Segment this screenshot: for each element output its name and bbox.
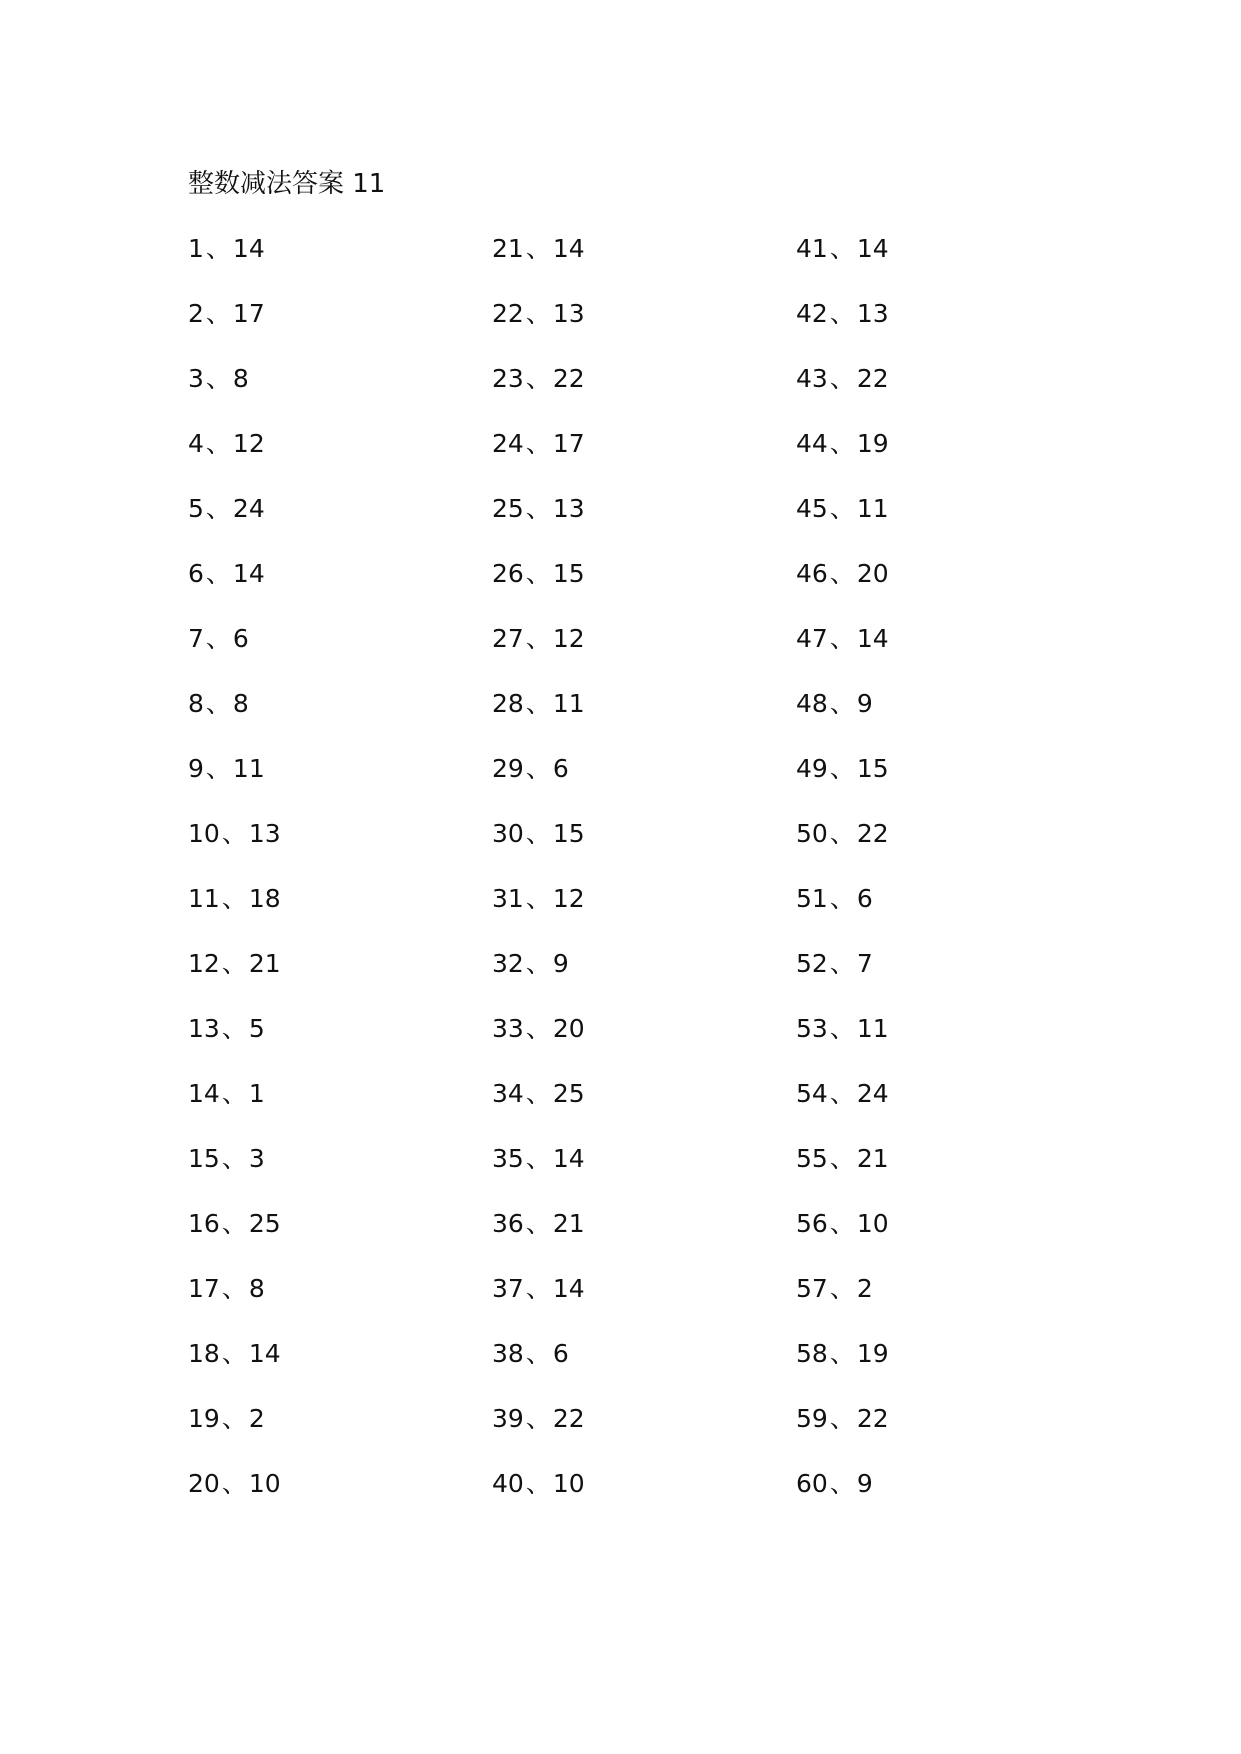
answer-value: 13 <box>856 299 889 328</box>
item-separator: 、 <box>525 949 551 978</box>
answer-item <box>796 1467 1076 1532</box>
answer-item <box>796 1207 1076 1272</box>
answer-item <box>492 622 772 687</box>
answer-item <box>492 1012 772 1077</box>
answer-value: 11 <box>552 689 585 718</box>
question-number: 14 <box>188 1079 220 1108</box>
answer-item <box>188 232 468 297</box>
answer-item <box>796 362 1076 427</box>
item-separator: 、 <box>221 1079 247 1108</box>
item-separator: 、 <box>525 1144 551 1173</box>
answer-value: 21 <box>248 949 281 978</box>
question-number: 53 <box>796 1014 828 1043</box>
answer-value: 13 <box>552 299 585 328</box>
question-number: 10 <box>188 819 220 848</box>
question-number: 4 <box>188 429 204 458</box>
item-separator: 、 <box>829 1274 855 1303</box>
question-number: 59 <box>796 1404 828 1433</box>
item-separator: 、 <box>221 1209 247 1238</box>
item-separator: 、 <box>829 884 855 913</box>
question-number: 15 <box>188 1144 220 1173</box>
answer-item <box>796 232 1076 297</box>
question-number: 49 <box>796 754 828 783</box>
question-number: 17 <box>188 1274 220 1303</box>
answer-item <box>492 1402 772 1467</box>
question-number: 42 <box>796 299 828 328</box>
item-separator: 、 <box>205 754 231 783</box>
item-separator: 、 <box>829 364 855 393</box>
item-separator: 、 <box>525 819 551 848</box>
item-separator: 、 <box>525 1339 551 1368</box>
answer-value: 9 <box>552 949 569 978</box>
item-separator: 、 <box>525 1469 551 1498</box>
question-number: 40 <box>492 1469 524 1498</box>
answer-value: 12 <box>552 624 585 653</box>
item-separator: 、 <box>525 754 551 783</box>
answer-value: 13 <box>248 819 281 848</box>
answer-value: 25 <box>248 1209 281 1238</box>
answer-item <box>492 947 772 1012</box>
item-separator: 、 <box>829 299 855 328</box>
answer-value: 19 <box>856 429 889 458</box>
question-number: 45 <box>796 494 828 523</box>
answer-item <box>188 1207 468 1272</box>
answer-item <box>796 882 1076 947</box>
item-separator: 、 <box>205 234 231 263</box>
answer-item <box>188 1467 468 1532</box>
question-number: 7 <box>188 624 204 653</box>
answer-column-1 <box>188 232 468 1532</box>
answer-item <box>492 1337 772 1402</box>
question-number: 18 <box>188 1339 220 1368</box>
answer-column-2 <box>492 232 772 1532</box>
question-number: 52 <box>796 949 828 978</box>
question-number: 23 <box>492 364 524 393</box>
answer-value: 22 <box>552 1404 585 1433</box>
question-number: 12 <box>188 949 220 978</box>
item-separator: 、 <box>525 429 551 458</box>
answer-value: 10 <box>248 1469 281 1498</box>
item-separator: 、 <box>829 234 855 263</box>
question-number: 19 <box>188 1404 220 1433</box>
question-number: 11 <box>188 884 220 913</box>
question-number: 38 <box>492 1339 524 1368</box>
question-number: 13 <box>188 1014 220 1043</box>
item-separator: 、 <box>829 1209 855 1238</box>
item-separator: 、 <box>205 624 231 653</box>
question-number: 41 <box>796 234 828 263</box>
item-separator: 、 <box>525 559 551 588</box>
answer-grid <box>188 232 1088 1532</box>
answer-value: 15 <box>552 559 585 588</box>
answer-value: 2 <box>856 1274 873 1303</box>
item-separator: 、 <box>525 1079 551 1108</box>
question-number: 26 <box>492 559 524 588</box>
answer-item <box>188 752 468 817</box>
answer-value: 12 <box>232 429 265 458</box>
answer-item <box>492 232 772 297</box>
answer-item <box>492 427 772 492</box>
question-number: 31 <box>492 884 524 913</box>
answer-item <box>188 492 468 557</box>
answer-value: 14 <box>232 234 265 263</box>
question-number: 30 <box>492 819 524 848</box>
answer-value: 17 <box>552 429 585 458</box>
question-number: 47 <box>796 624 828 653</box>
question-number: 29 <box>492 754 524 783</box>
item-separator: 、 <box>829 1079 855 1108</box>
question-number: 9 <box>188 754 204 783</box>
answer-value: 8 <box>248 1274 265 1303</box>
answer-value: 22 <box>856 1404 889 1433</box>
question-number: 32 <box>492 949 524 978</box>
answer-item <box>492 1142 772 1207</box>
answer-value: 14 <box>232 559 265 588</box>
answer-item <box>796 1337 1076 1402</box>
item-separator: 、 <box>829 1404 855 1433</box>
answer-value: 5 <box>248 1014 265 1043</box>
item-separator: 、 <box>221 1339 247 1368</box>
item-separator: 、 <box>221 1404 247 1433</box>
answer-value: 6 <box>232 624 249 653</box>
item-separator: 、 <box>525 299 551 328</box>
answer-value: 6 <box>552 1339 569 1368</box>
answer-value: 9 <box>856 1469 873 1498</box>
answer-value: 20 <box>552 1014 585 1043</box>
answer-value: 1 <box>248 1079 265 1108</box>
question-number: 48 <box>796 689 828 718</box>
answer-item <box>492 752 772 817</box>
question-number: 8 <box>188 689 204 718</box>
question-number: 16 <box>188 1209 220 1238</box>
item-separator: 、 <box>205 299 231 328</box>
item-separator: 、 <box>205 429 231 458</box>
item-separator: 、 <box>829 429 855 458</box>
question-number: 5 <box>188 494 204 523</box>
answer-value: 22 <box>552 364 585 393</box>
answer-item <box>492 492 772 557</box>
answer-item <box>188 427 468 492</box>
answer-value: 11 <box>856 494 889 523</box>
answer-value: 11 <box>856 1014 889 1043</box>
answer-item <box>188 1142 468 1207</box>
answer-item <box>796 1272 1076 1337</box>
answer-item <box>796 752 1076 817</box>
answer-item <box>796 817 1076 882</box>
question-number: 55 <box>796 1144 828 1173</box>
answer-item <box>188 687 468 752</box>
item-separator: 、 <box>829 1339 855 1368</box>
item-separator: 、 <box>525 689 551 718</box>
answer-item <box>188 1337 468 1402</box>
answer-value: 12 <box>552 884 585 913</box>
question-number: 57 <box>796 1274 828 1303</box>
item-separator: 、 <box>221 1274 247 1303</box>
question-number: 34 <box>492 1079 524 1108</box>
answer-item <box>188 557 468 622</box>
item-separator: 、 <box>829 1144 855 1173</box>
answer-item <box>492 362 772 427</box>
answer-value: 13 <box>552 494 585 523</box>
answer-item <box>796 947 1076 1012</box>
question-number: 54 <box>796 1079 828 1108</box>
item-separator: 、 <box>829 559 855 588</box>
item-separator: 、 <box>221 1014 247 1043</box>
page-title: 整数减法答案 11 <box>188 169 386 199</box>
answer-item <box>188 297 468 362</box>
answer-item <box>492 817 772 882</box>
question-number: 24 <box>492 429 524 458</box>
answer-item <box>796 622 1076 687</box>
answer-value: 8 <box>232 364 249 393</box>
item-separator: 、 <box>205 494 231 523</box>
answer-value: 6 <box>552 754 569 783</box>
item-separator: 、 <box>525 624 551 653</box>
item-separator: 、 <box>829 1014 855 1043</box>
answer-value: 9 <box>856 689 873 718</box>
answer-value: 14 <box>856 234 889 263</box>
answer-value: 10 <box>856 1209 889 1238</box>
question-number: 22 <box>492 299 524 328</box>
answer-item <box>188 1402 468 1467</box>
answer-value: 18 <box>248 884 281 913</box>
question-number: 3 <box>188 364 204 393</box>
question-number: 43 <box>796 364 828 393</box>
answer-value: 15 <box>552 819 585 848</box>
question-number: 28 <box>492 689 524 718</box>
answer-item <box>796 557 1076 622</box>
answer-value: 2 <box>248 1404 265 1433</box>
answer-value: 7 <box>856 949 873 978</box>
answer-item <box>492 1272 772 1337</box>
answer-value: 19 <box>856 1339 889 1368</box>
answer-item <box>796 1077 1076 1142</box>
question-number: 56 <box>796 1209 828 1238</box>
item-separator: 、 <box>221 1469 247 1498</box>
answer-column-3 <box>796 232 1076 1532</box>
item-separator: 、 <box>829 689 855 718</box>
answer-value: 14 <box>856 624 889 653</box>
answer-value: 14 <box>248 1339 281 1368</box>
question-number: 44 <box>796 429 828 458</box>
item-separator: 、 <box>525 494 551 523</box>
question-number: 37 <box>492 1274 524 1303</box>
item-separator: 、 <box>525 1274 551 1303</box>
answer-item <box>188 1272 468 1337</box>
answer-value: 24 <box>856 1079 889 1108</box>
answer-item <box>796 1012 1076 1077</box>
answer-value: 14 <box>552 1144 585 1173</box>
item-separator: 、 <box>205 689 231 718</box>
item-separator: 、 <box>525 1209 551 1238</box>
answer-item <box>188 947 468 1012</box>
answer-value: 22 <box>856 819 889 848</box>
question-number: 6 <box>188 559 204 588</box>
question-number: 35 <box>492 1144 524 1173</box>
answer-item <box>188 622 468 687</box>
question-number: 46 <box>796 559 828 588</box>
item-separator: 、 <box>829 819 855 848</box>
question-number: 27 <box>492 624 524 653</box>
answer-value: 20 <box>856 559 889 588</box>
answer-value: 10 <box>552 1469 585 1498</box>
item-separator: 、 <box>829 949 855 978</box>
item-separator: 、 <box>525 884 551 913</box>
question-number: 51 <box>796 884 828 913</box>
question-number: 20 <box>188 1469 220 1498</box>
item-separator: 、 <box>205 559 231 588</box>
item-separator: 、 <box>205 364 231 393</box>
answer-value: 6 <box>856 884 873 913</box>
answer-item <box>188 1077 468 1142</box>
answer-value: 14 <box>552 234 585 263</box>
answer-item <box>492 297 772 362</box>
answer-item <box>492 687 772 752</box>
item-separator: 、 <box>525 234 551 263</box>
question-number: 60 <box>796 1469 828 1498</box>
item-separator: 、 <box>221 1144 247 1173</box>
answer-item <box>796 687 1076 752</box>
answer-item <box>492 1077 772 1142</box>
answer-item <box>492 882 772 947</box>
answer-value: 3 <box>248 1144 265 1173</box>
answer-item <box>492 1467 772 1532</box>
answer-value: 21 <box>856 1144 889 1173</box>
answer-item <box>188 362 468 427</box>
question-number: 58 <box>796 1339 828 1368</box>
question-number: 36 <box>492 1209 524 1238</box>
answer-item <box>796 1142 1076 1207</box>
answer-value: 14 <box>552 1274 585 1303</box>
answer-value: 8 <box>232 689 249 718</box>
item-separator: 、 <box>829 494 855 523</box>
answer-value: 22 <box>856 364 889 393</box>
answer-value: 15 <box>856 754 889 783</box>
item-separator: 、 <box>221 949 247 978</box>
item-separator: 、 <box>829 1469 855 1498</box>
answer-item <box>492 557 772 622</box>
answer-value: 21 <box>552 1209 585 1238</box>
answer-item <box>796 1402 1076 1467</box>
answer-item <box>796 297 1076 362</box>
question-number: 2 <box>188 299 204 328</box>
item-separator: 、 <box>525 1014 551 1043</box>
answer-item <box>188 882 468 947</box>
question-number: 39 <box>492 1404 524 1433</box>
question-number: 33 <box>492 1014 524 1043</box>
answer-value: 11 <box>232 754 265 783</box>
answer-value: 25 <box>552 1079 585 1108</box>
answer-item <box>796 492 1076 557</box>
question-number: 25 <box>492 494 524 523</box>
item-separator: 、 <box>221 884 247 913</box>
answer-value: 24 <box>232 494 265 523</box>
answer-item <box>492 1207 772 1272</box>
item-separator: 、 <box>525 1404 551 1433</box>
item-separator: 、 <box>525 364 551 393</box>
question-number: 1 <box>188 234 204 263</box>
answer-value: 17 <box>232 299 265 328</box>
question-number: 50 <box>796 819 828 848</box>
item-separator: 、 <box>221 819 247 848</box>
answer-item <box>188 1012 468 1077</box>
item-separator: 、 <box>829 624 855 653</box>
answer-item <box>188 817 468 882</box>
item-separator: 、 <box>829 754 855 783</box>
question-number: 21 <box>492 234 524 263</box>
answer-item <box>796 427 1076 492</box>
